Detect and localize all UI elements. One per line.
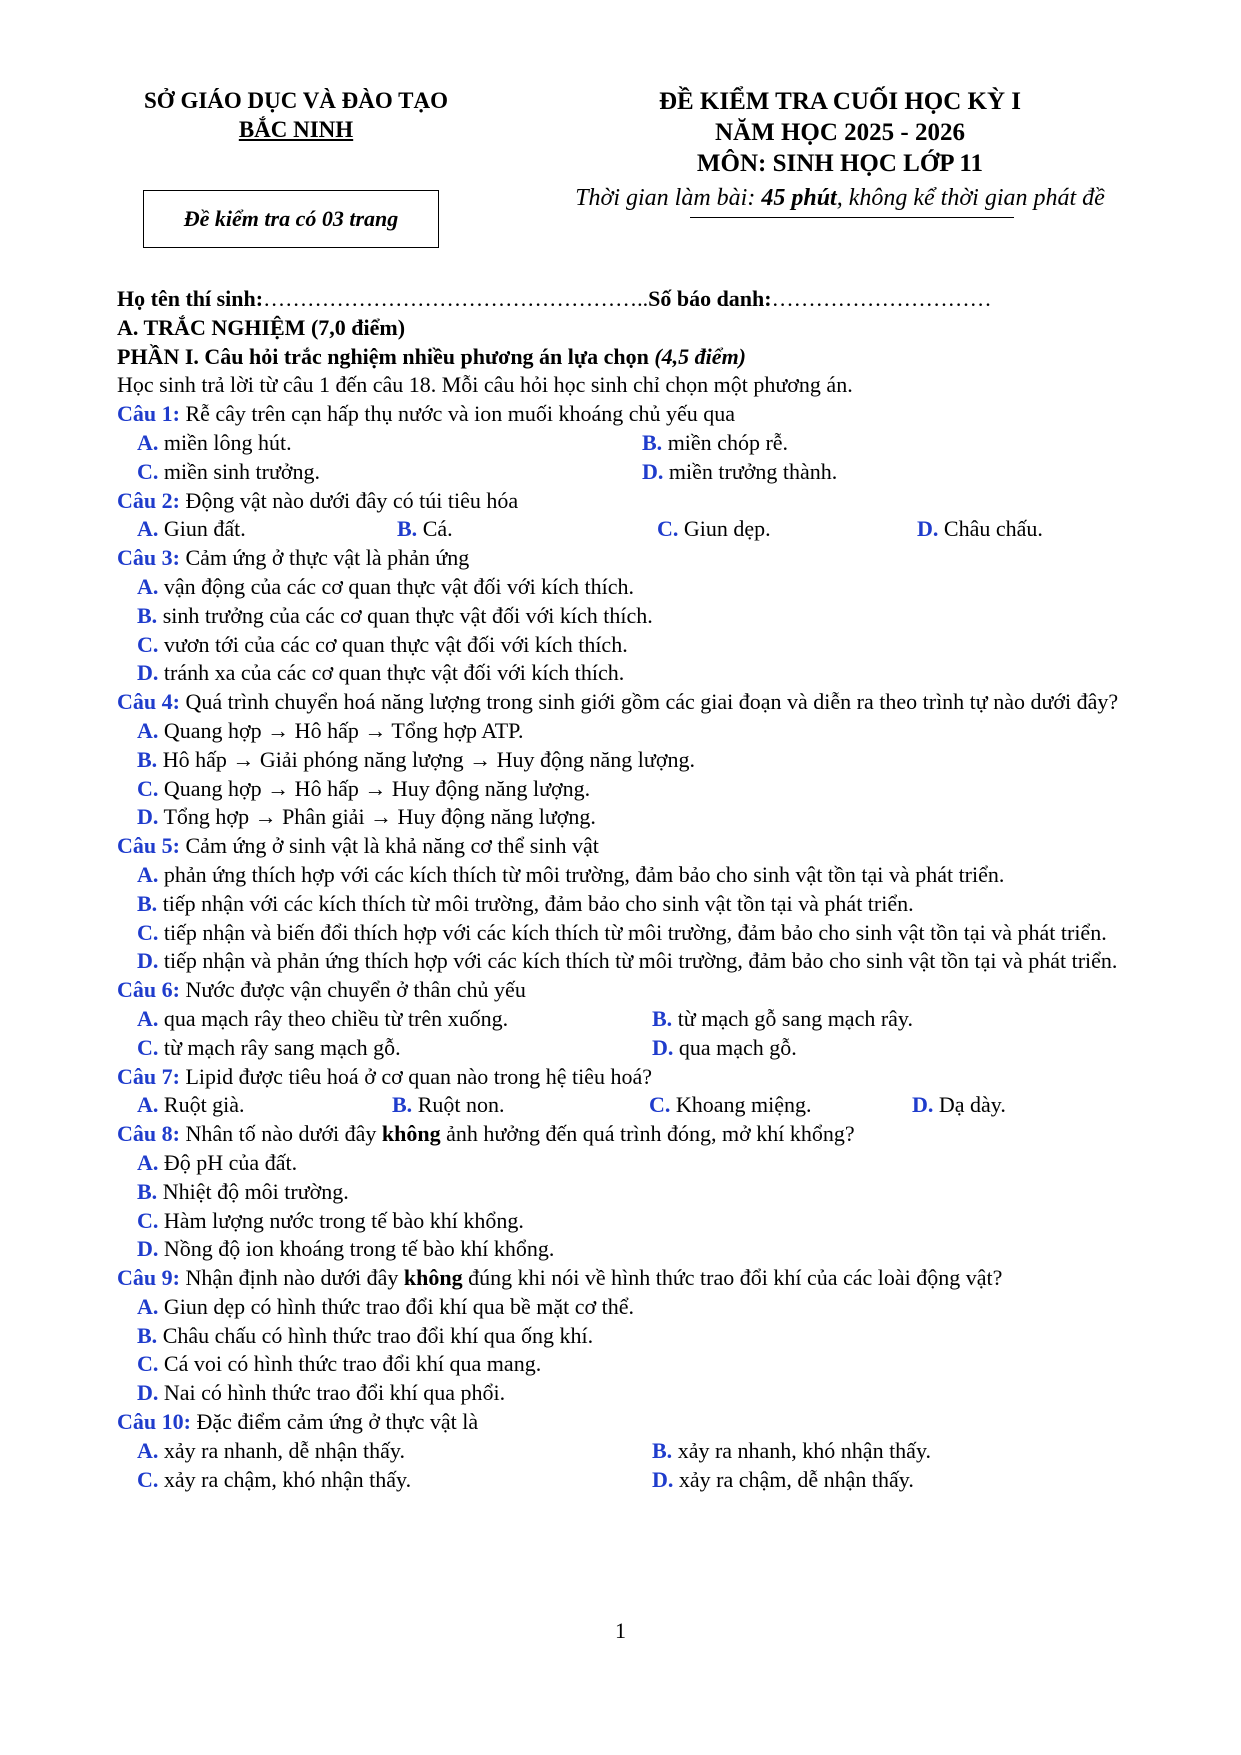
option-c[interactable]: C. Khoang miệng. xyxy=(649,1092,812,1118)
department-header xyxy=(120,86,472,144)
time-prefix: Thời gian làm bài: xyxy=(575,185,762,211)
question-1 xyxy=(117,400,1143,429)
option-d[interactable]: D. Nai có hình thức trao đổi khí qua phổi. xyxy=(137,1380,506,1406)
option-b[interactable]: B. Châu chấu có hình thức trao đổi khí qua ống khí. xyxy=(137,1322,594,1348)
option-d[interactable]: D. qua mạch gỗ. xyxy=(652,1034,797,1060)
question-label: Câu 5: xyxy=(117,833,180,859)
question-8 xyxy=(117,1120,1143,1149)
option-d[interactable]: D. miền trưởng thành. xyxy=(642,458,838,484)
option-a[interactable]: A. miền lông hút. xyxy=(137,429,292,455)
question-label: Câu 2: xyxy=(117,487,180,513)
part1-instruction: Học sinh trả lời từ câu 1 đến câu 18. Mỗi câu hỏi học sinh chỉ chọn một phương án. xyxy=(117,372,853,398)
option-a[interactable]: A. xảy ra nhanh, dễ nhận thấy. xyxy=(137,1437,405,1463)
question-label: Câu 7: xyxy=(117,1063,180,1089)
option-b[interactable]: B. Nhiệt độ môi trường. xyxy=(137,1178,349,1204)
question-label: Câu 3: xyxy=(117,545,180,571)
question-text: Nước được vận chuyển ở thân chủ yếu xyxy=(179,977,526,1003)
question-text: đúng khi nói về hình thức trao đổi khí của các loài động vật? xyxy=(462,1265,1003,1291)
option-b[interactable]: B. xảy ra nhanh, khó nhận thấy. xyxy=(652,1437,932,1463)
option-d[interactable]: D. tiếp nhận và phản ứng thích hợp với các kích thích từ môi trường, đảm bảo cho sinh vật tồn tại và phát triển. xyxy=(137,948,1118,974)
question-label: Câu 6: xyxy=(117,977,180,1003)
question-4 xyxy=(117,688,1143,717)
id-field[interactable]: ………………………… xyxy=(771,286,992,311)
option-d[interactable]: D. Dạ dày. xyxy=(912,1092,1006,1118)
option-a[interactable]: A. Độ pH của đất. xyxy=(137,1149,298,1175)
question-label: Câu 4: xyxy=(117,689,180,715)
question-text: Lipid được tiêu hoá ở cơ quan nào trong hệ tiêu hoá? xyxy=(179,1063,652,1089)
question-text: Đặc điểm cảm ứng ở thực vật là xyxy=(190,1409,479,1435)
exam-header xyxy=(540,86,1140,179)
section-a-heading: A. TRẮC NGHIỆM (7,0 điểm) xyxy=(117,314,406,340)
option-a[interactable]: A. vận động của các cơ quan thực vật đối với kích thích. xyxy=(137,573,635,599)
question-9 xyxy=(117,1264,1143,1293)
option-c[interactable]: C. vươn tới của các cơ quan thực vật đối với kích thích. xyxy=(137,631,628,657)
question-label: Câu 9: xyxy=(117,1265,180,1291)
option-b[interactable]: B. Ruột non. xyxy=(392,1092,505,1118)
page-count-box xyxy=(143,190,439,248)
question-7 xyxy=(117,1063,1143,1092)
options-row xyxy=(117,429,1143,458)
question-6 xyxy=(117,976,1143,1005)
option-a[interactable]: A. phản ứng thích hợp với các kích thích từ môi trường, đảm bảo cho sinh vật tồn tại và phát triển. xyxy=(137,861,1005,887)
option-b[interactable]: B. Hô hấp → Giải phóng năng lượng → Huy động năng lượng. xyxy=(137,746,695,772)
question-text: Nhân tố nào dưới đây xyxy=(179,1121,382,1147)
options-row xyxy=(117,515,1143,544)
option-a[interactable]: A. Giun đất. xyxy=(137,516,246,542)
options-row xyxy=(117,1466,1143,1495)
options-row xyxy=(117,1005,1143,1034)
question-text: Rễ cây trên cạn hấp thụ nước và ion muối khoáng chủ yếu qua xyxy=(179,401,736,427)
options-row xyxy=(117,458,1143,487)
question-label: Câu 10: xyxy=(117,1409,191,1435)
option-b[interactable]: B. sinh trưởng của các cơ quan thực vật đối với kích thích. xyxy=(137,602,653,628)
option-c[interactable]: C. tiếp nhận và biến đổi thích hợp với các kích thích từ môi trường, đảm bảo cho sinh vật tồn tại và phát triển. xyxy=(137,919,1107,945)
question-text: Cảm ứng ở sinh vật là khả năng cơ thể sinh vật xyxy=(179,833,599,859)
option-c[interactable]: C. xảy ra chậm, khó nhận thấy. xyxy=(137,1466,412,1492)
option-a[interactable]: A. Quang hợp → Hô hấp → Tổng hợp ATP. xyxy=(137,717,524,743)
name-field[interactable]: …………………………………………….. xyxy=(263,286,649,311)
time-value: 45 phút xyxy=(761,185,837,211)
time-allowed xyxy=(540,183,1140,213)
question-text: Quá trình chuyển hoá năng lượng trong sinh giới gồm các giai đoạn và diễn ra theo trình tự nào dưới đây? xyxy=(179,689,1119,715)
question-label: Câu 1: xyxy=(117,401,180,427)
time-suffix: , không kể thời gian phát đề xyxy=(836,185,1105,211)
option-c[interactable]: C. Cá voi có hình thức trao đổi khí qua mang. xyxy=(137,1351,542,1377)
question-emphasis: không xyxy=(381,1121,441,1147)
option-b[interactable]: B. tiếp nhận với các kích thích từ môi trường, đảm bảo cho sinh vật tồn tại và phát triển. xyxy=(137,890,914,916)
option-c[interactable]: C. miền sinh trưởng. xyxy=(137,458,321,484)
department-name: SỞ GIÁO DỤC VÀ ĐÀO TẠO xyxy=(144,88,448,113)
option-d[interactable]: D. tránh xa của các cơ quan thực vật đối với kích thích. xyxy=(137,660,625,686)
id-label: Số báo danh: xyxy=(648,286,772,311)
question-text: Động vật nào dưới đây có túi tiêu hóa xyxy=(179,487,519,513)
option-c[interactable]: C. Giun dẹp. xyxy=(657,516,771,542)
question-5 xyxy=(117,832,1143,861)
option-a[interactable]: A. qua mạch rây theo chiều từ trên xuống. xyxy=(137,1005,509,1031)
subject: MÔN: SINH HỌC LỚP 11 xyxy=(696,150,984,177)
question-10 xyxy=(117,1408,1143,1437)
page-count-note: Đề kiểm tra có 03 trang xyxy=(183,206,399,231)
question-2 xyxy=(117,487,1143,516)
province-name: BẮC NINH xyxy=(238,117,354,142)
option-c[interactable]: C. Quang hợp → Hô hấp → Huy động năng lượng. xyxy=(137,775,591,801)
option-d[interactable]: D. xảy ra chậm, dễ nhận thấy. xyxy=(652,1466,914,1492)
options-row xyxy=(117,1034,1143,1063)
part1-title: PHẦN I. Câu hỏi trắc nghiệm nhiều phương án lựa chọn xyxy=(117,343,655,369)
option-a[interactable]: A. Ruột già. xyxy=(137,1092,245,1118)
part1-points: (4,5 điểm) xyxy=(654,343,747,369)
option-c[interactable]: C. từ mạch rây sang mạch gỗ. xyxy=(137,1034,401,1060)
question-3 xyxy=(117,544,1143,573)
option-d[interactable]: D. Tổng hợp → Phân giải → Huy động năng lượng. xyxy=(137,804,596,830)
options-row xyxy=(117,1091,1143,1120)
header-divider xyxy=(690,217,1014,218)
option-b[interactable]: B. miền chóp rễ. xyxy=(642,429,789,455)
option-d[interactable]: D. Châu chấu. xyxy=(917,516,1043,542)
option-b[interactable]: B. Cá. xyxy=(397,516,453,542)
exam-title: ĐỀ KIỂM TRA CUỐI HỌC KỲ I xyxy=(658,88,1022,115)
question-text: Cảm ứng ở thực vật là phản ứng xyxy=(179,545,470,571)
page-number: 1 xyxy=(615,1618,626,1643)
exam-body xyxy=(117,285,1143,1494)
options-row xyxy=(117,1437,1143,1466)
option-d[interactable]: D. Nồng độ ion khoáng trong tế bào khí khổng. xyxy=(137,1236,555,1262)
name-label: Họ tên thí sinh: xyxy=(117,286,264,311)
student-info-line xyxy=(117,285,1143,314)
question-text: Nhận định nào dưới đây xyxy=(179,1265,404,1291)
option-a[interactable]: A. Giun dẹp có hình thức trao đổi khí qua bề mặt cơ thể. xyxy=(137,1293,635,1319)
option-c[interactable]: C. Hàm lượng nước trong tế bào khí khổng. xyxy=(137,1207,524,1233)
option-b[interactable]: B. từ mạch gỗ sang mạch rây. xyxy=(652,1005,913,1031)
question-text: ảnh hưởng đến quá trình đóng, mở khí khổng? xyxy=(440,1121,855,1147)
question-label: Câu 8: xyxy=(117,1121,180,1147)
school-year: NĂM HỌC 2025 - 2026 xyxy=(715,119,965,146)
question-emphasis: không xyxy=(403,1265,463,1291)
part1-heading xyxy=(117,343,1143,372)
